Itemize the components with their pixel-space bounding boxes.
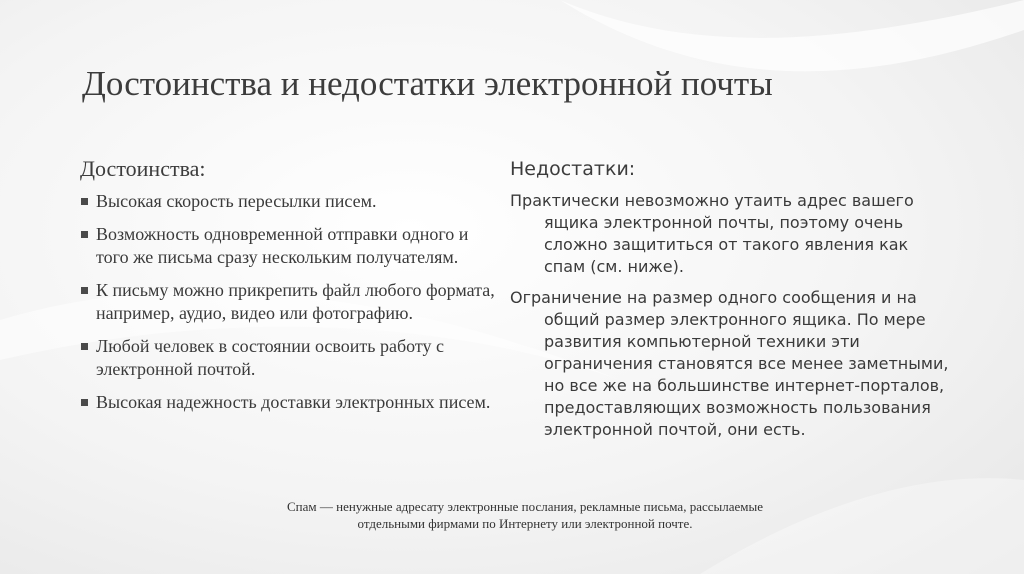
advantages-heading: Достоинства: [80,156,206,181]
advantage-text: Возможность одновременной отправки одного и того же письма сразу нескольким получателям. [96,224,469,267]
advantages-column [80,154,500,424]
advantage-item [80,391,500,414]
disadvantages-column [510,154,950,450]
advantage-item [80,335,500,381]
square-bullet-icon [81,198,88,205]
spam-footnote: Спам — ненужные адресату электронные послания, рекламные письма, рассылаемые отдельными фирмами по Интернету или электронной почте. [287,499,763,531]
advantage-text: Высокая скорость пересылки писем. [96,191,377,211]
advantage-text: К письму можно прикрепить файл любого формата, например, аудио, видео или фотографию. [96,280,495,323]
advantage-item [80,190,500,213]
advantage-item [80,279,500,325]
slide-title: Достоинства и недостатки электронной почты [82,64,773,103]
square-bullet-icon [81,399,88,406]
advantages-list [80,190,500,414]
square-bullet-icon [81,287,88,294]
advantage-text: Любой человек в состоянии освоить работу с электронной почтой. [96,336,445,379]
disadvantage-item: Ограничение на размер одного сообщения и на общий размер электронного ящика. По мере развития компьютерной техники эти ограничения становятся все менее заметными, но все же на большинстве интернет-порталов, предоставляющих возможность пользования электронной почтой, они есть. [510,288,949,439]
square-bullet-icon [81,343,88,350]
square-bullet-icon [81,231,88,238]
disadvantage-item: Практически невозможно утаить адрес вашего ящика электронной почты, поэтому очень сложно защититься от такого явления как спам (см. ниже). [510,191,914,276]
disadvantages-heading: Недостатки: [510,158,636,180]
advantage-text: Высокая надежность доставки электронных писем. [96,392,491,412]
advantage-item [80,223,500,269]
